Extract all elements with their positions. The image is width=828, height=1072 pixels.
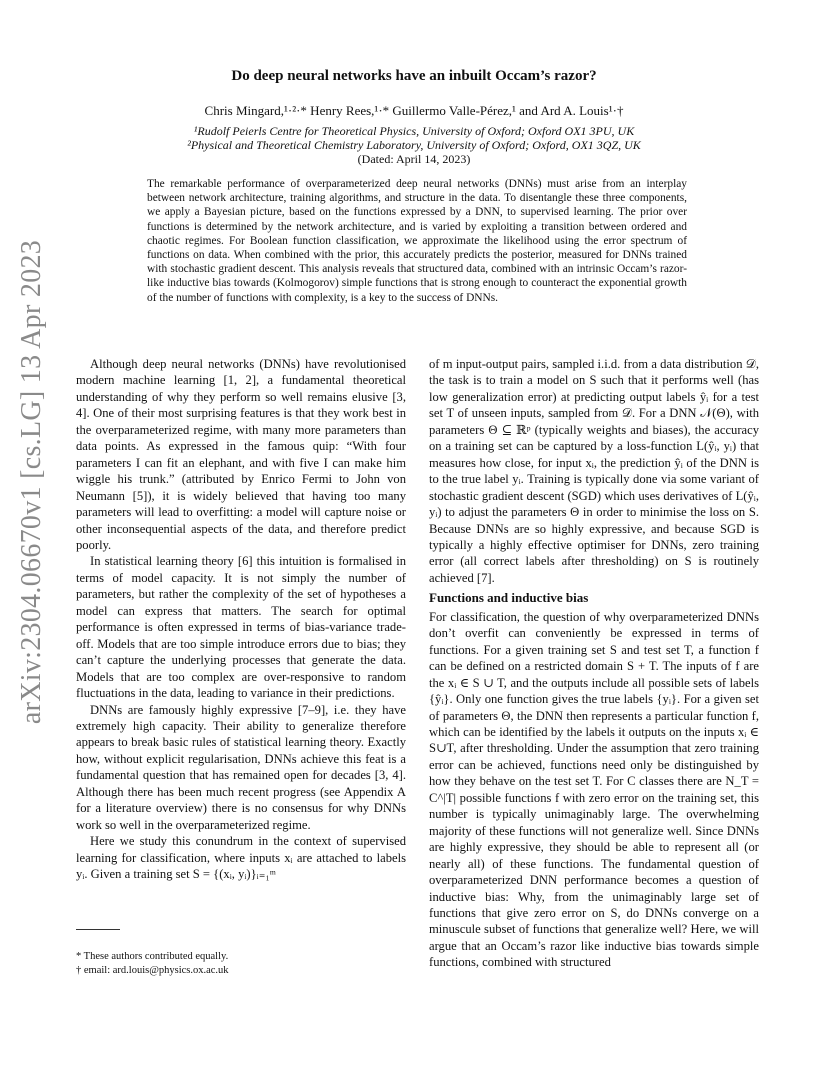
section-heading-functions: Functions and inductive bias [429, 590, 589, 606]
footnote-email: † email: ard.louis@physics.ox.ac.uk [76, 965, 229, 976]
arxiv-sidebar-stamp [14, 239, 50, 725]
author-list: Chris Mingard,¹·²·* Henry Rees,¹·* Guillermo Valle-Pérez,¹ and Ard A. Louis¹·† [204, 103, 624, 118]
intro-paragraph-3: DNNs are famously highly expressive [7–9], i.e. they have extremely high capacity. Their ability to generalize therefore appears to break basic rules of statistical learning theory. Exactly how, without explicit regularisation, DNNs achieve this feat is a fundamental question that has remained open for decades [3, 4]. Although there has been much recent progress (see Appendix A for a literature overview) there is no consensus for why DNNs work so well in the overparameterized regime. [76, 702, 406, 832]
affiliation-1: ¹Rudolf Peierls Centre for Theoretical Physics, University of Oxford; Oxford OX1 3PU, UK [193, 124, 635, 138]
footnote-equal-contribution: * These authors contributed equally. [76, 951, 229, 962]
functions-paragraph: For classification, the question of why overparameterized DNNs don’t overfit can conveniently be expressed in terms of functions. For a given training set S and test set T, a function f can be defined on a restricted domain S + T. The inputs of f are the xᵢ ∈ S ∪ T, and the outputs include all possible sets of labels {ŷᵢ}. Only one function gives the true labels {yᵢ}. For a given set of parameters Θ, the DNN then represents a particular function f, which can be identified by the labels it outputs on the inputs xᵢ ∈ S∪T, after thresholding. Under the assumption that zero training error can be achieved, functions need only be distinguished by how they behave on the test set T. For C classes there are N_T = C^|T| possible functions f with zero error on the training set, this number is typically unimaginably large. The overwhelming majority of these functions will not generalize well. Since DNNs are highly expressive, they should be able to represent all (or nearly all) of these functions. The fundamental question of overparameterized DNN performance becomes a question of inductive bias: Why, from the unimaginably large set of functions that give zero error on S, do DNNs converge on a minuscule subset of functions that generalize well? Here, we will argue that an Occam’s razor like inductive bias towards simple functions, combined with structured [429, 609, 759, 970]
intro-paragraph-5: of m input-output pairs, sampled i.i.d. from a data distribution 𝒟, the task is to train a model on S such that it performs well (has low generalization error) at predicting output labels ŷᵢ for a test set T of unseen inputs, sampled from 𝒟. For a DNN 𝒩(Θ), with parameters Θ ⊆ ℝᵖ (typically weights and biases), the accuracy on a training set can be captured by a loss-function L(ŷᵢ, yᵢ) that measures how close, for input xᵢ, the prediction ŷᵢ of the DNN is to the true label yᵢ. Training is typically done via some variant of stochastic gradient descent (SGD) which uses derivatives of L(ŷᵢ, yᵢ) to adjust the parameters Θ in order to minimise the loss on S. Because DNNs are so highly expressive, and because SGD is typically a highly effective optimiser for DNNs, zero training error (all correct labels after thresholding) on S is routinely achieved [7]. [429, 357, 759, 585]
intro-paragraph-1: Although deep neural networks (DNNs) have revolutionised modern machine learning [1, 2], a fundamental theoretical understanding of why they perform so well remains elusive [3, 4]. One of their most surprising features is that they work best in the overparameterized regime, with many more parameters than data points. As expressed in the famous quip: “With four parameters I can fit an elephant, and with five I can make him wiggle his trunk.” (attributed by Enrico Fermi to John von Neumann [5]), it is widely believed that having too many parameters will lead to overfitting: a model will capture noise or other inconsequential aspects of the data, and therefore predict poorly. [76, 357, 406, 552]
date-line: (Dated: April 14, 2023) [357, 152, 471, 166]
footnote-rule [76, 929, 120, 930]
abstract: The remarkable performance of overparameterized deep neural networks (DNNs) must arise from an interplay between network architecture, training algorithms, and structure in the data. To disentangle these three components, we apply a Bayesian picture, based on the functions expressed by a DNN, to supervised learning. The prior over functions is determined by the network architecture, and is varied by exploiting a transition between ordered and chaotic regimes. For Boolean function classification, we approximate the likelihood using the error spectrum of functions on data. When combined with the prior, this accurately predicts the posterior, measured for DNNs trained with stochastic gradient descent. This analysis reveals that structured data, combined with an intrinsic Occam’s razor-like inductive bias towards (Kolmogorov) simple functions that is strong enough to counteract the exponential growth of the number of functions with complexity, is a key to the success of DNNs. [147, 178, 687, 304]
right-column [429, 356, 759, 971]
affiliation-2: ²Physical and Theoretical Chemistry Laboratory, University of Oxford; Oxford, OX1 3QZ, UK [187, 138, 641, 152]
intro-paragraph-4: Here we study this conundrum in the context of supervised learning for classification, where inputs xᵢ are attached to labels yᵢ. Given a training set S = {(xᵢ, yᵢ)}ᵢ₌₁ᵐ [76, 834, 406, 882]
paper-title: Do deep neural networks have an inbuilt Occam’s razor? [231, 68, 597, 84]
left-column [76, 356, 406, 883]
arxiv-identifier: arXiv:2304.06670v1 [cs.LG] 13 Apr 2023 [16, 239, 47, 725]
intro-paragraph-2: In statistical learning theory [6] this intuition is formalised in terms of model capacity. It is not simply the number of parameters, but rather the complexity of the set of hypotheses a model can express that matters. The search for optimal performance is often expressed in terms of bias-variance trade-off. Models that are too simple introduce errors due to bias; they can’t capture the underlying processes that generate the data. Models that are too complex are over-responsive to random fluctuations in the data, leading to variance in their predictions. [76, 554, 406, 701]
